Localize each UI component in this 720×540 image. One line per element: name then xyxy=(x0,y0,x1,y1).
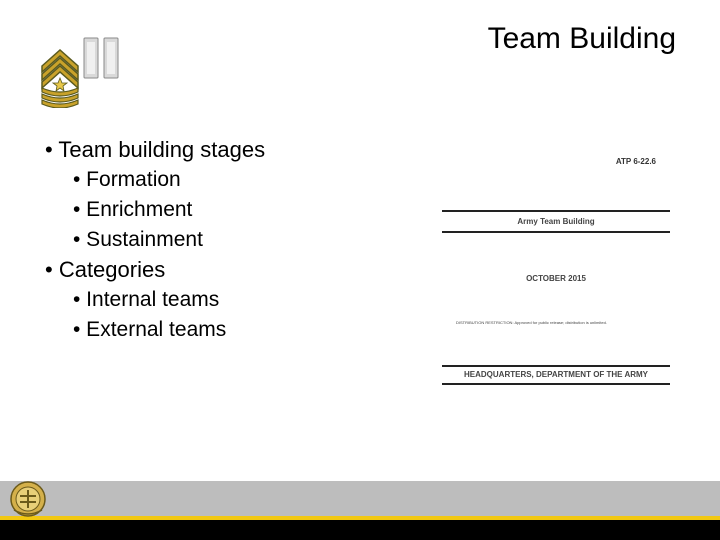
document-title: Army Team Building xyxy=(517,217,595,226)
footer-black-stripe xyxy=(0,520,720,540)
publication-date: OCTOBER 2015 xyxy=(526,274,586,283)
sub-bullet-item: • Formation xyxy=(73,168,181,191)
divider xyxy=(442,231,670,233)
sub-bullet-item: • Enrichment xyxy=(73,198,193,221)
divider xyxy=(442,383,670,385)
divider xyxy=(442,365,670,367)
slide-title: Team Building xyxy=(487,22,676,55)
nco-academy-emblem-icon xyxy=(6,480,50,518)
divider xyxy=(442,210,670,212)
sub-bullet-item: • Sustainment xyxy=(73,228,203,251)
chevron-insignia-icon xyxy=(42,50,78,108)
document-cover-image xyxy=(442,150,672,390)
sub-bullet-item: • Internal teams xyxy=(73,288,220,311)
distribution-statement: DISTRIBUTION RESTRICTION: Approved for public release; distribution is unlimited. xyxy=(456,320,607,325)
captain-bars-icon xyxy=(84,38,118,78)
bullet-item: • Categories xyxy=(45,257,166,282)
bullet-item: • Team building stages xyxy=(45,137,266,162)
rank-insignia-icon xyxy=(36,36,128,108)
bullet-list xyxy=(45,135,265,345)
footer-bar xyxy=(0,481,720,516)
sub-bullet-item: • External teams xyxy=(73,318,227,341)
publisher: HEADQUARTERS, DEPARTMENT OF THE ARMY xyxy=(464,370,648,379)
publication-number: ATP 6-22.6 xyxy=(615,157,656,166)
